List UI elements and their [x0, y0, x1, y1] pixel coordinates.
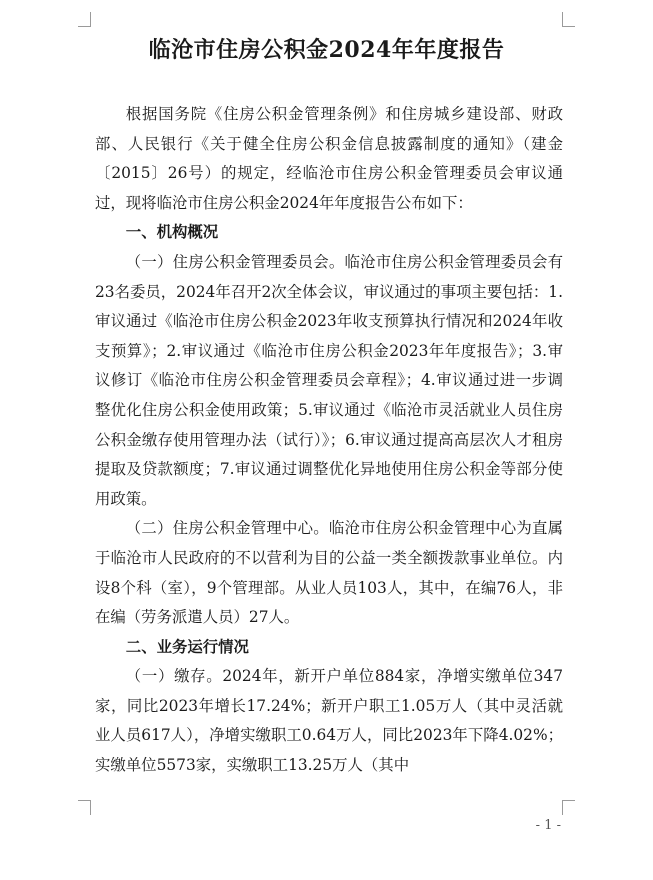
paragraph-management-committee: （一）住房公积金管理委员会。临沧市住房公积金管理委员会有23名委员，2024年召开2次全体会议，审议通过的事项主要包括：1.审议通过《临沧市住房公积金2023年收支预算执行情况和2024年收支预算》；2.审议通过《临沧市住房公积金2023年年度报告》；3.审议修订《临沧市住房公积金管理委员会章程》；4.审议通过进一步调整优化住房公积金使用政策；5.审议通过《临沧市灵活就业人员住房公积金缴存使用管理办法（试行）》；6.审议通过提高高层次人才租房提取及贷款额度；7.审议通过调整优化异地使用住房公积金等部分使用政策。: [95, 252, 563, 508]
crop-mark-bottom-right: [562, 800, 575, 815]
document-title: 临沧市住房公积金2024年年度报告: [148, 37, 505, 63]
crop-mark-top-right: [562, 12, 575, 27]
page-number: - 1 -: [535, 818, 561, 833]
document-body: [95, 100, 563, 781]
paragraph-deposits: （一）缴存。2024年，新开户单位884家，净增实缴单位347家，同比2023年增长17.24%；新开户职工1.05万人（其中灵活就业人员617人），净增实缴职工0.64万人，同比2023年下降4.02%；实缴单位5573家，实缴职工13.25万人（其中: [95, 667, 563, 775]
section-heading-operations: 二、业务运行情况: [125, 637, 249, 656]
crop-mark-top-left: [78, 12, 91, 27]
paragraph-management-center: （二）住房公积金管理中心。临沧市住房公积金管理中心为直属于临沧市人民政府的不以营利为目的公益一类全额拨款事业单位。内设8个科（室），9个管理部。从业人员103人，其中，在编76人，非在编（劳务派遣人员）27人。: [95, 519, 563, 627]
section-heading-organization: 一、机构概况: [125, 223, 219, 242]
intro-paragraph: 根据国务院《住房公积金管理条例》和住房城乡建设部、财政部、人民银行《关于健全住房公积金信息披露制度的通知》（建金〔2015〕26号）的规定，经临沧市住房公积金管理委员会审议通过，现将临沧市住房公积金2024年年度报告公布如下：: [95, 105, 563, 212]
crop-mark-bottom-left: [78, 800, 91, 815]
